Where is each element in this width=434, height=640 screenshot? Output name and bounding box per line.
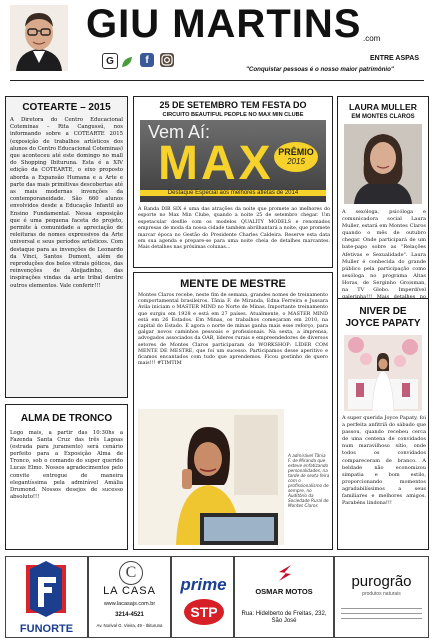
- max-box: [133, 96, 333, 268]
- laura-photo: [344, 124, 422, 204]
- max-banner: [140, 120, 326, 202]
- lacasa-phone: 3214-4521: [115, 612, 144, 618]
- cotearte-body: A Diretora do Centro Educacional Coteminas – Rita Cangussú, nos informando sobre a COTEARTE 2015 (exposição de trabalhos artísticos dos alunos do Centro Educacional Coteminas) que aconteceu até este domingo no mall do Shopping Ibituruna. Esta é a XIV edição da COTEARTE, o eixo proposto aborda a Expansão Humana e a Arte e parte das mais primitivas descobertas até as mais modernas invenções da contemporaneidade. São 660 alunos envolvidos desde a Educação Infantil ao Ensino Fundamental. Nessa exposição que é uma pequena faceta do projeto, permite à comunidade a apreciação de releituras de nomes expressivos da Arte universal e seus períodos artísticos. Com destaque para as invenções de Leonardo da Vinci, Santos Dumont, além de reproduções dos belos vitrais góticos, das reinvenções de Aleijadinho, das inspirações vindas da arte tribal dentre outros elementos. Vale conferir!!!: [10, 117, 123, 289]
- header: [0, 0, 434, 92]
- osmar-name: OSMAR MOTOS: [255, 587, 313, 596]
- prize-year: 2015: [287, 157, 305, 166]
- tronco-body: Logo mais, a partir das 10:30hs a Fazenda Santa Cruz das três Lagoas (estrada para juramento) será cenário perfeito para a Exposição Alma de Tronco, sob o comando do super querido Lucas Elmo. Nossos agradecimentos pelo convite entregue de maneira elegantíssima pela admirável Amália Drumond. Nossos desejos de sucesso absoluto!!!: [10, 430, 123, 500]
- stp-logo: [184, 599, 224, 625]
- mente-caption: A admirável Tânia F. de Miranda que esteve enfatizando personalidades, na tarde de sexta feira com o profissionalismo de sempre, no Auditório da Sociedade Rural de Montes Claros: [288, 453, 330, 508]
- ad-purograo[interactable]: [334, 556, 429, 638]
- laura-subtitle: EM MONTES CLAROS: [351, 114, 415, 120]
- purograo-logo: purogrão: [351, 573, 412, 590]
- osmar-addr: Rua: Hidelberto de Freitas, 232, São José: [241, 611, 327, 624]
- banner-top-text: Vem Aí:: [148, 122, 211, 142]
- header-divider: [10, 80, 424, 81]
- mente-box: [133, 272, 333, 550]
- instagram-icon[interactable]: [160, 53, 174, 67]
- joyce-photo: [344, 335, 422, 411]
- suzuki-icon: [275, 563, 295, 583]
- site-title: GIU MARTINS: [86, 2, 362, 46]
- max-title: 25 DE SETEMBRO TEM FESTA DO: [159, 100, 307, 110]
- ad-prime-stp[interactable]: [171, 556, 234, 638]
- laura-body: A sexóloga, psicóloga e comunicadora social Laura Muller, estará em Montes Claros quando o mês de outubro chegar. Onde participará de um bate-papo sobre as "Relações Afetivas e Sexualidade". Laura Muller é conhecida do grande público pela participação como sexóloga no programa Altas Horas, de Serginho Groisman, na TV Globo. Imperdível: [342, 209, 426, 294]
- leaf-icon[interactable]: [120, 54, 134, 68]
- purograo-lines: [341, 605, 422, 625]
- cotearte-box: [5, 96, 128, 398]
- lacasa-addr: Av. Norival G. Vieira, 49 - Ibituruna: [96, 623, 163, 628]
- laura-title: LAURA MULLER: [349, 102, 417, 112]
- ad-lacasa[interactable]: [88, 556, 171, 638]
- prize-label: PRÊMIO: [278, 147, 314, 157]
- stp-label: STP: [190, 604, 218, 620]
- tronco-box: [5, 404, 128, 550]
- funorte-label: FUNORTE: [19, 623, 74, 635]
- banner-bottom: Destaque Especial aos melhores atletas de 2014: [140, 190, 326, 196]
- tronco-title: ALMA DE TRONCO: [20, 413, 113, 424]
- gplus-icon[interactable]: G: [102, 53, 118, 69]
- joyce-subtitle: JOYCE PAPATY: [345, 318, 421, 329]
- prime-logo: prime: [180, 575, 227, 594]
- max-body: A Banda DIB SIX é uma das atrações da noite que promete ao melhores do esporte no Max Min Clube, quando a noite 25 de setembro chegar. Um espetacular desfile com os modelos QUALITY MODELS e renomados empresas de moda da nossa cidade também abrilhantará a noite, que promete marcar época no Gestão do Presidente Charles Caldeira. Reserve esta data em sua agenda e prepare-se para uma noite cheia de detalhes marcantes. Mais detalhes nas próximas colunas...: [138, 207, 330, 251]
- avatar: [10, 5, 68, 71]
- ad-funorte[interactable]: [5, 556, 88, 638]
- lacasa-logo-icon: C: [119, 561, 143, 585]
- max-subtitle: CIRCUITO BEAUTIFUL PEOPLE NO MAX MIN CLUBE: [162, 112, 304, 118]
- site-domain: .com: [363, 34, 381, 43]
- banner-word: MAX: [158, 137, 274, 190]
- joyce-box: [337, 298, 429, 550]
- prize-badge: [274, 142, 318, 172]
- slogan: "Conquistar pessoas é o nosso maior patrimônio": [246, 66, 394, 73]
- facebook-icon[interactable]: f: [140, 53, 154, 67]
- lacasa-name: LA CASA: [103, 585, 156, 597]
- lacasa-site: www.lacasajs.com.br: [103, 601, 156, 607]
- joyce-title: NIVER DE: [359, 306, 407, 317]
- cotearte-title: COTEARTE – 2015: [22, 102, 111, 113]
- mente-body: Montes Claros recebe, neste fim de semana, grandes nomes de treinamento comportamental brasileiros. Tânia F. de Miranda, Edna Ferreira e Jussara Ávila iniciam o MASTER MIND no Norte de Minas. Importante treinamento que surgiu em 1928 e está em 27 países. Atualmente, o MASTER MIND está em 26 Estados. Em Minas, os trabalhos começaram em 2010, na capital do Estado. E agora o norte de minas ganha mais esse reforço, para galgar novos caminhos pessoais e profissionais. Na sexta, a imprensa, advogados associados da OAB, líderes rurais e empreendedores de diversos setores de Montes Claros participaram do WORKSHOP: LÍDER COM MENTE DE MESTRE, que foi um sucesso. Participamos desse aperitivo e ficamos encantados com tudo que aprendemos. Ficou gostinho de quero mais!!! #TIMTIM: [138, 292, 328, 367]
- ad-osmar[interactable]: [234, 556, 334, 638]
- mente-title: MENTE DE MESTRE: [180, 278, 286, 290]
- joyce-body: A super querida Joyce Papaty, foi a perfeita anfitriã do sábado que passou, quando recebeu cerca de uma centena de convidados num maravilhoso sítio, onde todos os convidados compareceram de branco. A beldade não economizou simpatia e bom estilo, proporcionando momentos agradabilíssimos a seus familiares e melhores amigos. Parabéns lindona!!!: [342, 415, 426, 507]
- purograo-sub: produtos naturais: [362, 591, 401, 597]
- mente-photo: [138, 409, 284, 545]
- section-label: ENTRE ASPAS: [370, 55, 420, 62]
